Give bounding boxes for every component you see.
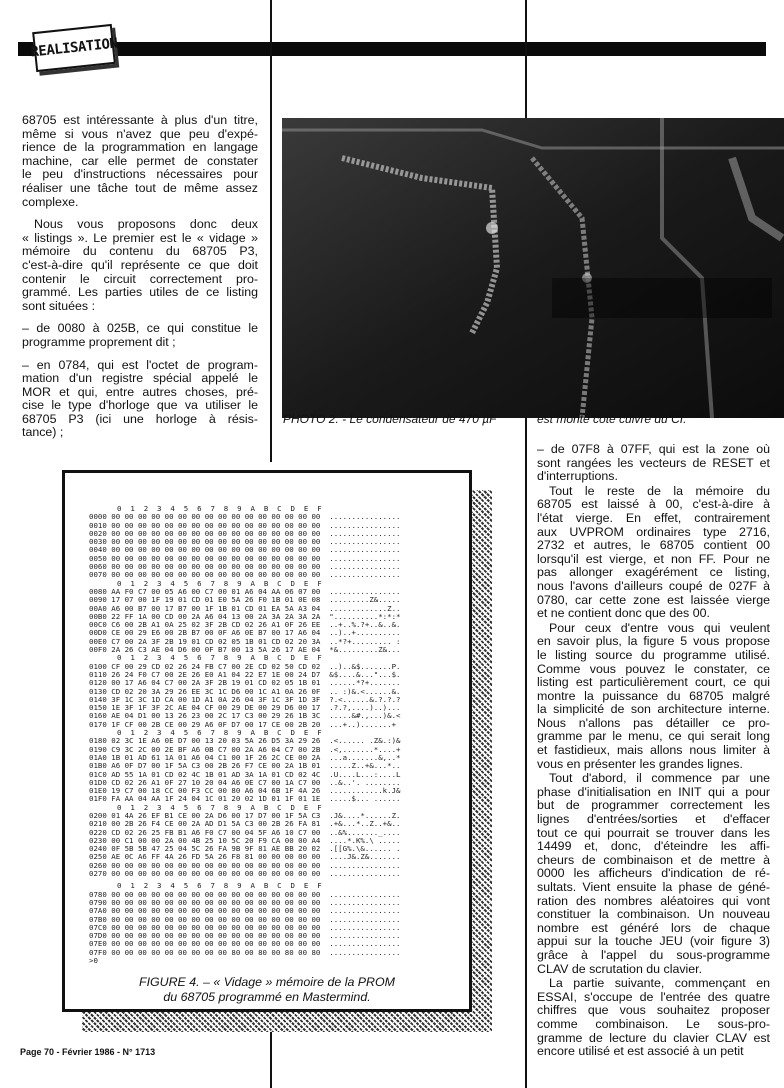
text-line: 68705 est intéressante à plus d'un titre, [22, 113, 258, 127]
dump-column-header: 0 1 2 3 4 5 6 7 8 9 A B C D E F [117, 881, 322, 891]
section-badge [29, 24, 119, 72]
column-rule-left-top [270, 0, 272, 462]
dump-row: 00D0 CE 00 29 E6 00 2B B7 00 0F A6 0E B7 00 17 A6 04 ..)..+.......... [89, 628, 401, 638]
photo-caption-continued: est monté côté cuivre du CI. [537, 412, 687, 426]
text-line: Tout le reste de la mémoire du [549, 483, 770, 498]
dump-row: 07B0 00 00 00 00 00 00 00 00 00 00 00 00 00 00 00 00 ................ [89, 914, 401, 924]
text-line: – en 0784, qui est l'octet de program- [22, 357, 258, 372]
text-line: Comme vous pouvez le constater, ce [537, 661, 770, 676]
dump-row: 0180 02 3C 1E A6 0E D7 00 13 20 03 5A 26 D5 3A 29 26 .<...... .Z&.:)& [89, 736, 401, 746]
dump-column-header: 0 1 2 3 4 5 6 7 8 9 A B C D E F [117, 728, 322, 738]
dump-row: 0060 00 00 00 00 00 00 00 00 00 00 00 00 00 00 00 00 ................ [89, 562, 401, 572]
text-line: Nous n'allons pas détailler ce pro- [537, 715, 770, 730]
paragraph [537, 485, 770, 621]
figure-4-box [62, 470, 472, 1012]
paragraph [537, 977, 770, 1059]
dump-row: 01B0 A6 0F D7 00 1F 5A C3 00 2B 26 F7 CE 00 2A 1B 01 .....Z..+&...*.. [89, 761, 401, 771]
dump-row: 00C0 C6 00 2B A1 0A 25 02 3F 2B CD 02 26 A1 0F 26 EE ..+..%.?+..&..&. [89, 620, 401, 630]
dump-row: 0110 26 24 F0 C7 00 2E 26 E0 A1 04 22 E7 1E 00 24 D7 &$....&..."...$. [89, 669, 401, 679]
text-line: sont rangées les vecteurs de RESET et [537, 455, 770, 470]
text-line: gramme de lecture du clavier CLAV est [537, 1030, 770, 1045]
figure-caption-line-1: FIGURE 4. – « Vidage » mémoire de la PROM [139, 975, 395, 989]
text-line: c'est-à-dire qu'il représente ce que doit [22, 257, 258, 272]
text-line: 2732 et autres, le 68705 contient 00 [537, 538, 770, 553]
text-line: tout ce qui pourrait se trouver dans les [537, 825, 770, 840]
dump-column-header: 0 1 2 3 4 5 6 7 8 9 A B C D E F [117, 653, 322, 663]
dump-row: 0050 00 00 00 00 00 00 00 00 00 00 00 00 00 00 00 00 ................ [89, 553, 401, 563]
dump-row: 01D0 CD 02 26 A1 0F 27 10 20 04 A6 0E C7 00 1A C7 00 ..&..'. ........ [89, 777, 401, 787]
dump-row: 0100 CF 00 29 CD 02 26 24 FB C7 00 2E CD 02 50 CD 02 ..)..&$.......P. [89, 661, 401, 671]
paragraph [22, 322, 258, 349]
text-line: lorsqu'il est vierge, et non FF. Pour ne [537, 551, 770, 566]
dump-row: 0040 00 00 00 00 00 00 00 00 00 00 00 00 00 00 00 00 ................ [89, 545, 401, 555]
dump-row: 01F0 FA AA 04 AA 1F 24 04 1C 01 20 02 1D 01 1F 01 1E .....$... ...... [89, 794, 401, 804]
dump-row: 0000 00 00 00 00 00 00 00 00 00 00 00 00 00 00 00 00 ................ [89, 512, 401, 522]
text-line: 68705 P3 (ici une horloge à résis- [22, 411, 258, 426]
text-line: MOR et qui, entre autres choses, pré- [22, 384, 258, 399]
dump-row: 0200 01 4A 26 EF B1 CE 00 2A D6 00 17 D7 00 1F 5A C3 .J&....*......Z. [89, 810, 401, 820]
column-rule-right [525, 0, 527, 118]
text-line: en savoir plus, la figure 5 vous propose [537, 634, 770, 649]
text-line: programme proprement dit ; [22, 334, 176, 349]
text-line: phase d'initialisation en INIT qui a pour [537, 784, 770, 799]
text-line: 0000 les afficheurs d'indication de ré- [537, 866, 770, 881]
text-line: Pour ceux d'entre vous qui veulent [549, 620, 770, 635]
text-line: comme combinaison. Le sous-pro- [537, 1016, 770, 1031]
dump-row: 0080 AA F0 C7 00 05 A6 00 C7 00 01 A6 04 AA 06 07 00 ................ [89, 586, 401, 596]
circuit-board-photo [282, 118, 784, 418]
text-line: mémoire du contenu du 68705 P3, [22, 244, 258, 259]
text-line: ESSAI, s'occupe de l'entrée des quatre [537, 989, 770, 1004]
dump-row: 0140 3F 1C 3C 1D CA 00 1D A1 0A 26 04 3F 1C 3F 1D 3F ?.<......&.?.?.? [89, 694, 401, 704]
text-line: réaliser une tâche tout de même assez [22, 180, 258, 195]
paragraph [537, 622, 770, 772]
paragraph [537, 443, 770, 484]
text-line: chiffres que vous souhaitez proposer [537, 1003, 770, 1018]
dump-row: 0150 1E 3F 1F 3F 2C AE 04 CF 00 29 DE 00 29 D6 00 17 .?.?,....)..)... [89, 703, 401, 713]
text-line: l'état vierge. En effet, contrairement [537, 510, 770, 525]
text-line: ration des nombres aléatoires qui vont [537, 893, 770, 908]
dump-row: 00F0 2A 26 C3 AE 04 D6 00 0F B7 00 13 5A 26 17 AE 04 *&.........Z&... [89, 645, 401, 655]
dump-row: 0170 1F CF 00 2B CE 00 29 A6 0F D7 00 17 CE 00 2B 20 ...+..).......+ [89, 719, 401, 729]
text-line: cheurs de combinaison et de mettre à [537, 852, 770, 867]
dump-row: 0130 CD 02 20 3A 29 26 EE 3C 1C D6 00 1C A1 0A 26 0F .. :)&.<......&. [89, 686, 401, 696]
dump-row: 07D0 00 00 00 00 00 00 00 00 00 00 00 00 00 00 00 00 ................ [89, 931, 401, 941]
text-line: rience de la programmation en langage [22, 140, 258, 155]
figure-caption [65, 975, 469, 1005]
text-line: but de programmer correctement les [537, 798, 770, 813]
text-line: vous en présenter les grandes lignes. [537, 756, 743, 771]
text-line: sultats. Vient ensuite la phase de géné- [537, 880, 770, 894]
text-line: « listings ». Le premier est le « vidage » [22, 230, 258, 245]
text-line: Tout d'abord, il commence par une [549, 771, 770, 786]
text-line: complexe. [22, 194, 79, 209]
text-line: constituer la combinaison. Un nouveau [537, 907, 770, 922]
right-column-text [537, 443, 770, 1068]
text-line: – de 0080 à 025B, ce qui constitue le [22, 321, 258, 336]
dump-row: 07E0 00 00 00 00 00 00 00 00 00 00 00 00 00 00 00 00 ................ [89, 939, 401, 949]
dump-row: 0240 0F 5B 5B 47 25 04 5C 26 FA 9B 9F 81 AE BB 20 02 .[[G%.\&...... . [89, 844, 401, 854]
text-line: pas allonger exagérément ce listing, [537, 565, 770, 580]
paragraph [22, 359, 258, 441]
text-line: le peu d'instructions nécessaires pour [22, 167, 258, 182]
text-line: lignes d'entrées/sorties et d'effacer [537, 812, 770, 827]
text-line: – de 07F8 à 07FF, qui est la zone où [537, 442, 770, 456]
text-line: tance) ; [22, 425, 64, 440]
text-line: d'interruptions. [537, 469, 618, 484]
dump-column-header: 0 1 2 3 4 5 6 7 8 9 A B C D E F [117, 504, 322, 513]
dump-row: 0020 00 00 00 00 00 00 00 00 00 00 00 00 00 00 00 00 ................ [89, 528, 401, 538]
dump-row: 01E0 19 C7 00 18 CC 00 F3 CC 00 80 A6 04 6B 1F 4A 26 ............k.J& [89, 786, 401, 796]
text-line: la simplicité de son architecture interne. [537, 702, 770, 717]
text-line: aux UVPROM ordinaires type 2716, [537, 524, 770, 539]
dump-row: 0120 00 17 A6 04 C7 00 2A 3F 2B 19 01 CD 02 05 1B 01 ......*?+....... [89, 678, 401, 688]
dump-row: 0160 AE 04 D1 00 13 26 23 00 2C 17 C3 00 29 26 1B 3C .....&#.,...)&.< [89, 711, 401, 721]
text-line: et ne contient donc que des 00. [537, 606, 710, 621]
paragraph [537, 772, 770, 976]
dump-row: 01A0 1B 01 AD 61 1A 01 A6 04 C1 00 1F 26 2C CE 00 2A ...a.......&,..* [89, 752, 401, 762]
text-line: et fastidieux, mais allons nous limiter à [537, 743, 770, 758]
dump-column-header: 0 1 2 3 4 5 6 7 8 9 A B C D E F [117, 802, 322, 812]
dump-row: 00A0 A6 00 B7 00 17 B7 00 1F 1B 01 CD 01 EA 5A A3 04 .............Z.. [89, 603, 401, 613]
text-line: Nous vous proposons donc deux [34, 217, 258, 232]
dump-row: 0250 AE 0C A6 FF 4A 26 FD 5A 26 F8 81 00 00 00 00 00 ....J&.Z&....... [89, 852, 401, 862]
text-line: appui sur la touche JEU (voir figure 3) [537, 934, 770, 949]
text-line: grammé. Les parties utiles de ce listing [22, 285, 258, 300]
text-line: grâce à l'appel du sous-programme [537, 947, 770, 962]
text-line: CLAV de scrutation du clavier. [537, 961, 703, 976]
text-line: 0780, car cette zone est laissée vierge [537, 592, 770, 607]
text-line: le listing source du programme utilisé. [537, 647, 770, 662]
memory-dump-listing [89, 505, 400, 965]
dump-column-header: 0 1 2 3 4 5 6 7 8 9 A B C D E F [117, 578, 322, 588]
dump-row: 00B0 22 FF 1A 00 CD 00 2A A6 04 13 00 2A 3A 2A 3A 2A "..........*:*:* [89, 611, 401, 621]
text-line: 68705 est laissé à 00, c'est-à-dire à [537, 497, 770, 512]
dump-row: 0030 00 00 00 00 00 00 00 00 00 00 00 00 00 00 00 00 ................ [89, 537, 401, 547]
dump-row: 01C0 AD 55 1A 01 CD 02 4C 1B 01 AD 3A 1A 01 CD 02 4C .U....L...:....L [89, 769, 401, 779]
dump-row: 07C0 00 00 00 00 00 00 00 00 00 00 00 00 00 00 00 00 ................ [89, 922, 401, 932]
dump-row: 07F0 00 00 00 00 00 00 00 00 00 80 00 80 00 80 00 80 ................ [89, 947, 401, 957]
column-rule-right-lower [525, 418, 527, 1088]
dump-row: 0070 00 00 00 00 00 00 00 00 00 00 00 00 00 00 00 00 ................ [89, 570, 401, 580]
text-line: mation d'un registre spécial appelé le [22, 371, 258, 386]
text-line: nous l'avons d'ailleurs coupé de 027F à [537, 578, 770, 593]
text-line: nombre est généré lors de chaque [537, 920, 770, 935]
text-line: contenir le circuit correctement pro- [22, 271, 258, 286]
dump-row: 0790 00 00 00 00 00 00 00 00 00 00 00 00 00 00 00 00 ................ [89, 897, 401, 907]
dump-row: 0090 17 07 00 1F 19 01 CD 01 E0 5A 26 F0 1B 01 0E 08 .........Z&..... [89, 595, 401, 605]
text-line: encore utilisé et est associé à un petit [537, 1044, 744, 1059]
text-line: cise le type d'horloge que va utiliser le [22, 398, 258, 413]
page-footer: Page 70 - Février 1986 - N° 1713 [20, 1047, 156, 1057]
figure-caption-line-2: du 68705 programmé en Mastermind. [163, 990, 371, 1004]
dump-row: 0260 00 00 00 00 00 00 00 00 00 00 00 00 00 00 00 00 ................ [89, 860, 401, 870]
dump-prompt: >0 [89, 956, 98, 966]
text-line: listing est particulièrement court, ce qui [537, 675, 770, 690]
photo-caption: PHOTO 2. - Le condensateur de 470 µF [283, 412, 497, 426]
text-line: montre la puissance du 68705 malgré [537, 688, 770, 703]
dump-row: 0780 00 00 00 00 00 00 00 00 00 00 00 00 00 00 00 00 ................ [89, 889, 401, 899]
text-line: machine, car elle permet de constater [22, 153, 258, 168]
dump-row: 07A0 00 00 00 00 00 00 00 00 00 00 00 00 00 00 00 00 ................ [89, 906, 401, 916]
text-line: même si vous n'avez que peu d'expé- [22, 126, 258, 141]
paragraph [22, 114, 258, 209]
dump-row: 0010 00 00 00 00 00 00 00 00 00 00 00 00 00 00 00 00 ................ [89, 520, 401, 530]
text-line: gramme par le menu, ce qui serait long [537, 729, 770, 744]
dump-row: 0190 C9 3C 2C 00 2E BF A6 0B C7 00 2A A6 04 C7 00 2B .<,.......*....+ [89, 744, 401, 754]
left-column-text [22, 114, 258, 449]
section-title: REALISATION [29, 35, 119, 61]
dump-row: 0210 00 2B 26 F4 CE 00 2A AD D1 5A C3 00 2B 26 FA 81 .+&...*..Z..+&.. [89, 819, 401, 829]
text-line: 14499 et, donc, d'éteindre les affi- [537, 839, 770, 854]
dump-row: 0270 00 00 00 00 00 00 00 00 00 00 00 00 00 00 00 00 ................ [89, 869, 401, 879]
text-line: sont situées : [22, 298, 96, 313]
text-line: La partie suivante, commençant en [549, 976, 770, 991]
section-header-bar [18, 42, 766, 56]
paragraph [22, 218, 258, 313]
dump-row: 00E0 C7 00 2A 3F 2B 19 01 CD 02 05 1B 01 CD 02 20 3A ..*?+......... : [89, 636, 401, 646]
pcb-photo-image [282, 118, 784, 418]
dump-row: 0220 CD 02 26 25 FB B1 A6 F0 C7 00 04 5F A6 10 C7 00 ..&%......._.... [89, 827, 401, 837]
dump-row: 0230 00 C1 00 00 2A 00 4B 25 10 5C 20 F9 CA 00 00 A4 ....*.K%.\ ..... [89, 835, 401, 845]
